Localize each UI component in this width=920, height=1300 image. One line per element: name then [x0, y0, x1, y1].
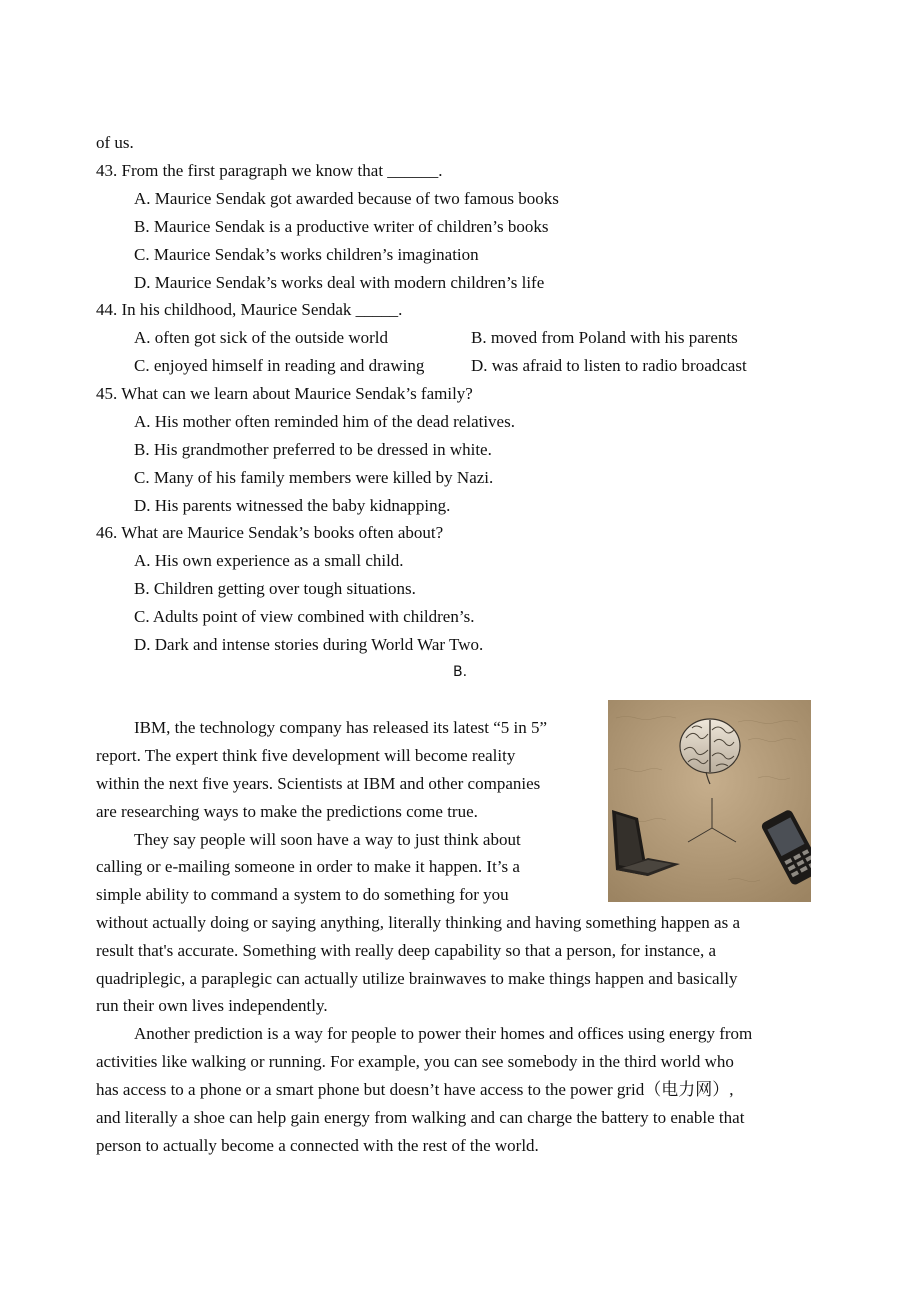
question-46-option-d: D. Dark and intense stories during World War Two.	[134, 635, 484, 654]
passage-line: result that's accurate. Something with really deep capability so that a person, for instance, a	[96, 941, 717, 960]
passage-line: and literally a shoe can help gain energy from walking and can charge the battery to enable that	[96, 1108, 745, 1127]
passage-line: run their own lives independently.	[96, 996, 328, 1015]
question-45-option-a: A. His mother often reminded him of the dead relatives.	[134, 412, 515, 431]
passage-line: are researching ways to make the predictions come true.	[96, 802, 478, 821]
question-43-stem: 43. From the first paragraph we know that ______.	[96, 161, 443, 180]
continuation-text: of us.	[96, 133, 134, 152]
question-43-option-c: C. Maurice Sendak’s works children’s imagination	[134, 245, 479, 264]
passage-line: Another prediction is a way for people to power their homes and offices using energy from	[134, 1024, 753, 1043]
passage-line: simple ability to command a system to do something for you	[96, 885, 509, 904]
question-45-option-b: B. His grandmother preferred to be dressed in white.	[134, 440, 492, 459]
brain-laptop-phone-illustration	[608, 700, 811, 902]
question-43-option-b: B. Maurice Sendak is a productive writer of children’s books	[134, 217, 549, 236]
question-46-option-b: B. Children getting over tough situations.	[134, 579, 416, 598]
passage-line: They say people will soon have a way to just think about	[134, 830, 521, 849]
passage-line: person to actually become a connected with the rest of the world.	[96, 1136, 539, 1155]
passage-line: activities like walking or running. For example, you can see somebody in the third world who	[96, 1052, 734, 1071]
question-44-stem: 44. In his childhood, Maurice Sendak _____.	[96, 300, 403, 319]
question-45-stem: 45. What can we learn about Maurice Sendak’s family?	[96, 384, 473, 403]
question-45-option-d: D. His parents witnessed the baby kidnapping.	[134, 496, 451, 515]
passage-line: report. The expert think five development will become reality	[96, 746, 516, 765]
question-43-option-a: A. Maurice Sendak got awarded because of two famous books	[134, 189, 559, 208]
passage-line: IBM, the technology company has released its latest “5 in 5”	[134, 718, 548, 737]
question-46-stem: 46. What are Maurice Sendak’s books often about?	[96, 523, 444, 542]
question-44-option-d: D. was afraid to listen to radio broadcast	[471, 356, 747, 375]
question-44-option-c: C. enjoyed himself in reading and drawing	[134, 356, 425, 375]
question-44-option-a: A. often got sick of the outside world	[134, 328, 389, 347]
passage-line: without actually doing or saying anything, literally thinking and having something happen as a	[96, 913, 740, 932]
section-label: B.	[452, 664, 468, 680]
question-43-option-d: D. Maurice Sendak’s works deal with modern children’s life	[134, 273, 545, 292]
question-46-option-a: A. His own experience as a small child.	[134, 551, 404, 570]
passage-line: quadriplegic, a paraplegic can actually utilize brainwaves to make things happen and basically	[96, 969, 738, 988]
passage-line: within the next five years. Scientists at IBM and other companies	[96, 774, 541, 793]
passage-line: has access to a phone or a smart phone but doesn’t have access to the power grid（电力网）,	[96, 1080, 734, 1099]
question-45-option-c: C. Many of his family members were killed by Nazi.	[134, 468, 494, 487]
question-46-option-c: C. Adults point of view combined with children’s.	[134, 607, 475, 626]
passage-line: calling or e-mailing someone in order to make it happen. It’s a	[96, 857, 520, 876]
question-44-option-b: B. moved from Poland with his parents	[471, 328, 738, 347]
